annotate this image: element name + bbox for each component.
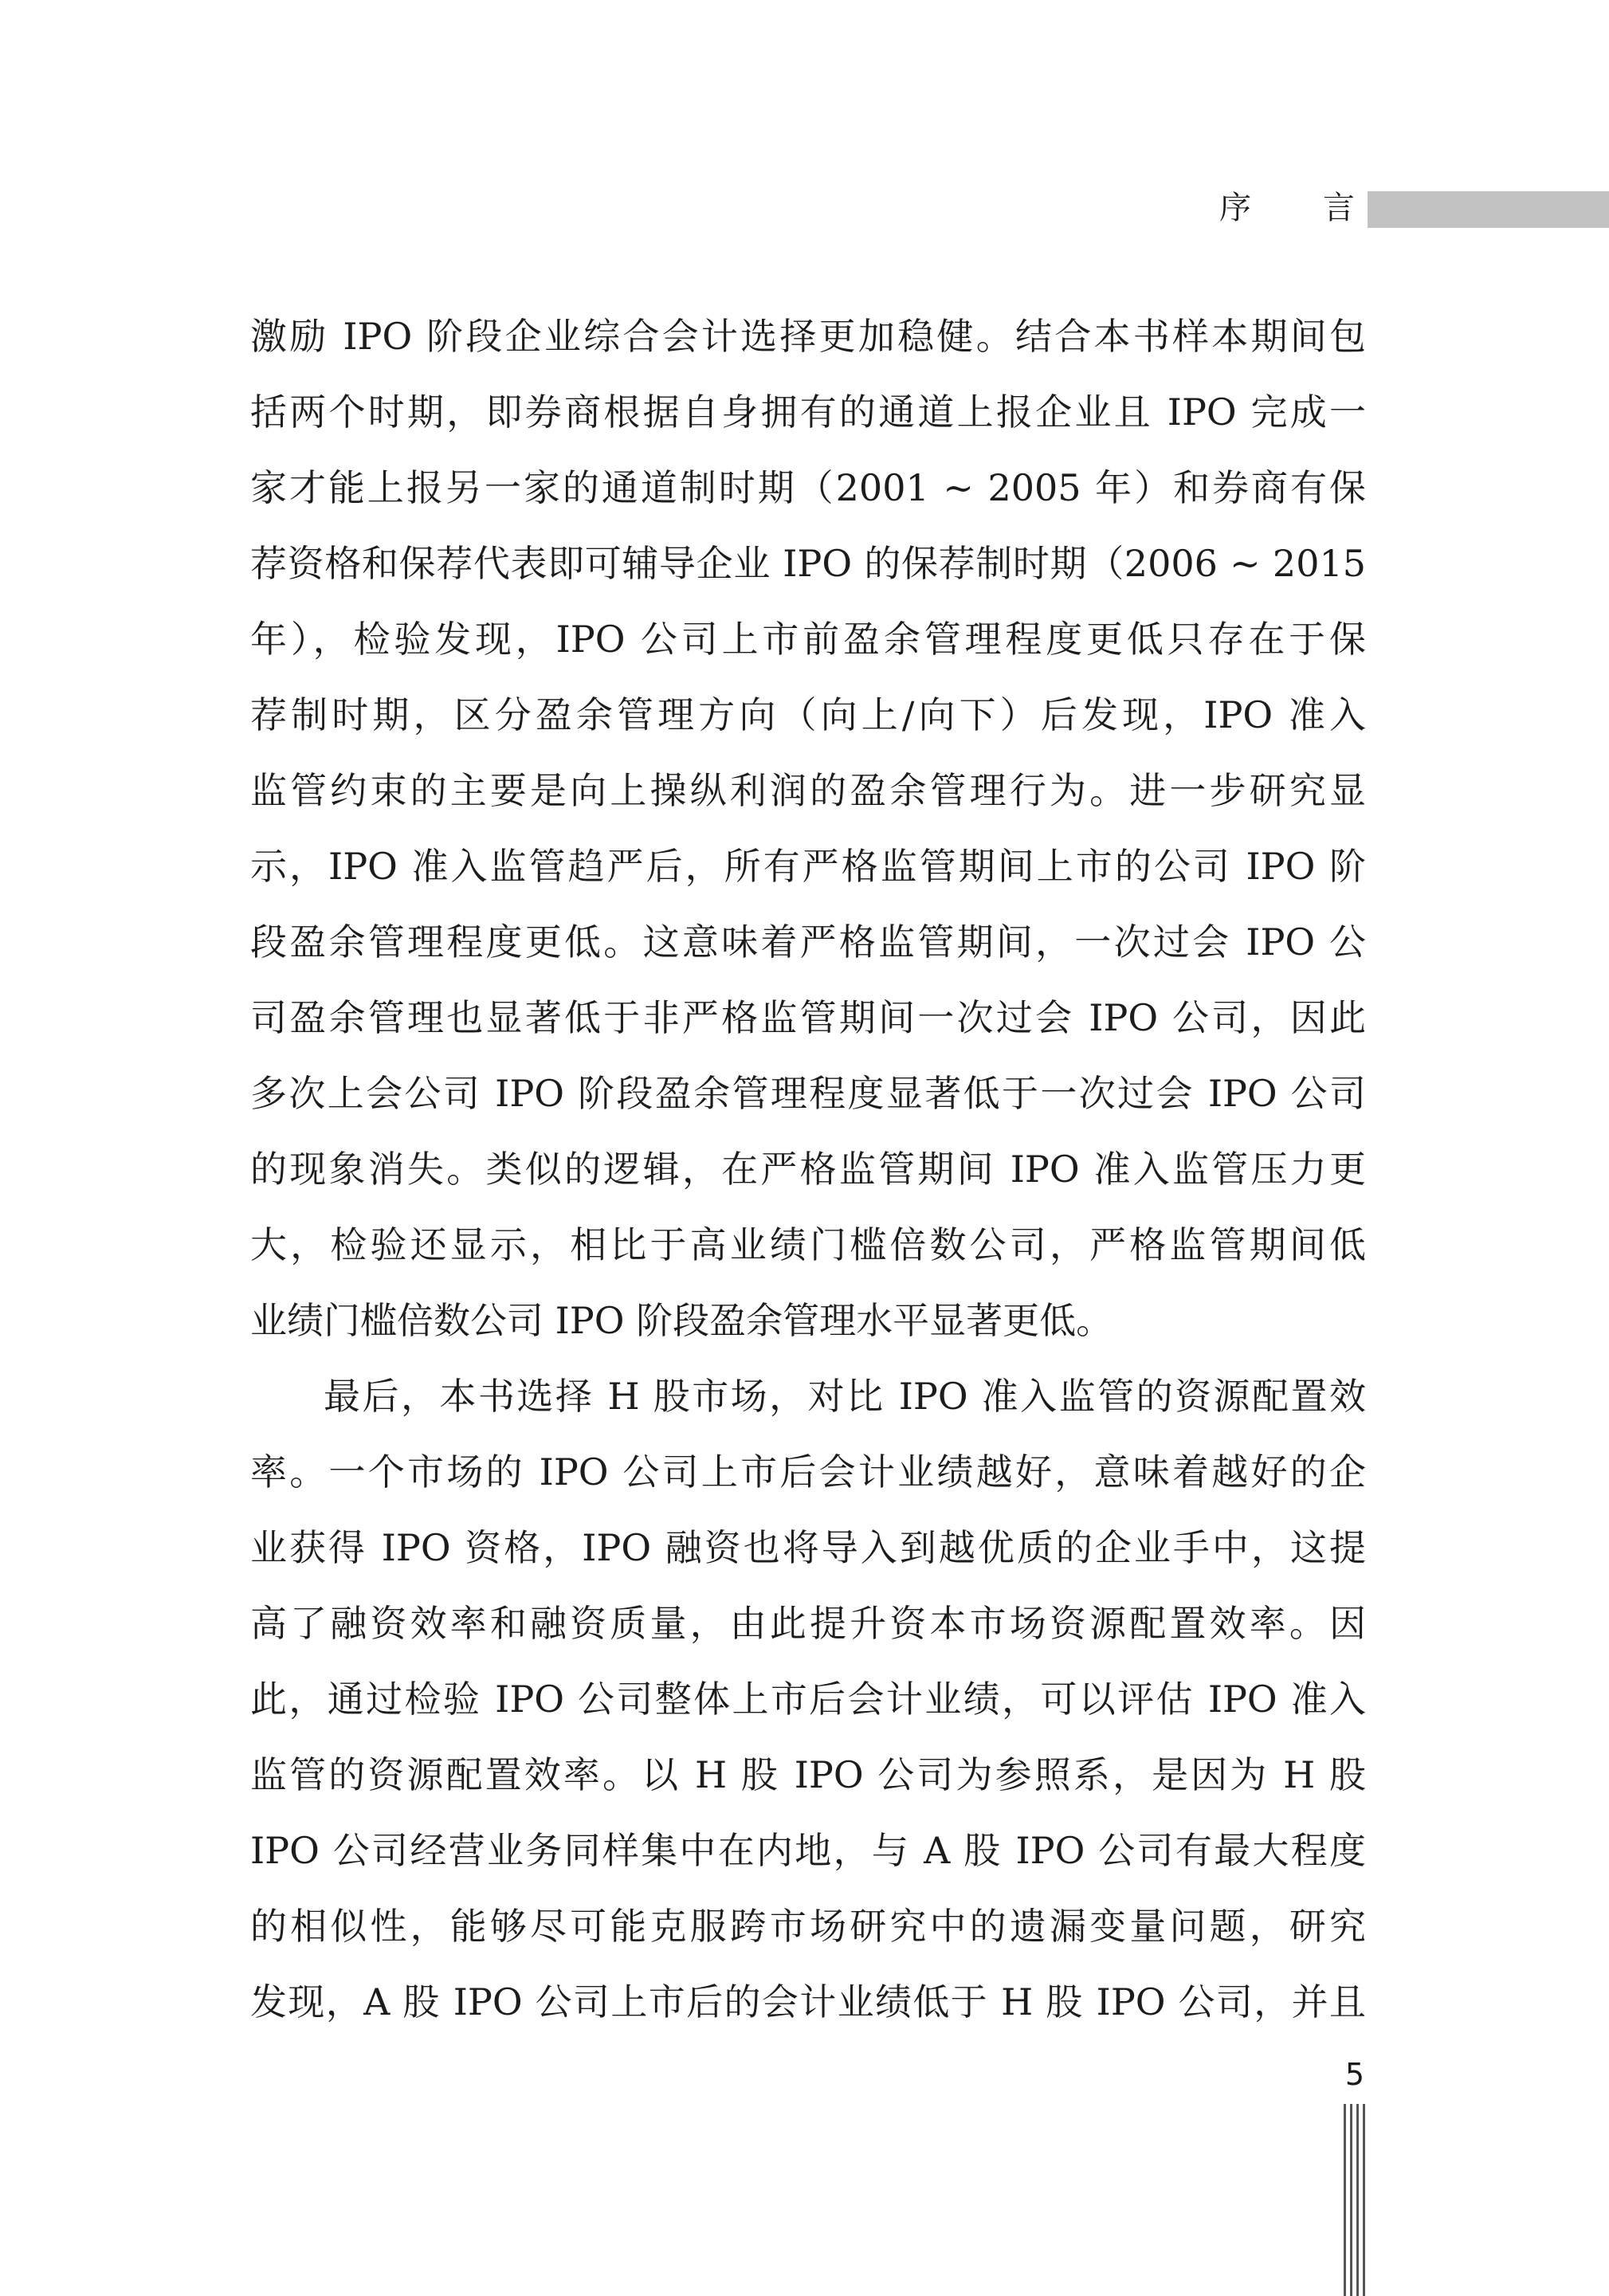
running-header [0, 182, 1609, 234]
text-line: 司盈余管理也显著低于非严格监管期间一次过会 IPO 公司，因此 [250, 996, 1366, 1039]
margin-rule [1344, 2104, 1346, 2296]
chapter-title-char: 序 [1219, 190, 1251, 226]
text-line: 多次上会公司 IPO 阶段盈余管理程度显著低于一次过会 IPO 公司 [250, 1072, 1367, 1115]
text-line: 大，检验还显示，相比于高业绩门槛倍数公司，严格监管期间低 [250, 1223, 1366, 1266]
text-line: 监管约束的主要是向上操纵利润的盈余管理行为。进一步研究显 [250, 769, 1366, 812]
text-line: 荐资格和保荐代表即可辅导企业 IPO 的保荐制时期（2006 ~ 2015 [250, 542, 1366, 585]
text-line-paragraph-start: 最后，本书选择 H 股市场，对比 IPO 准入监管的资源配置效 [324, 1375, 1366, 1418]
text-line: 的相似性，能够尽可能克服跨市场研究中的遗漏变量问题，研究 [250, 1905, 1366, 1948]
text-line: IPO 公司经营业务同样集中在内地，与 A 股 IPO 公司有最大程度 [250, 1829, 1366, 1872]
text-line: 的现象消失。类似的逻辑，在严格监管期间 IPO 准入监管压力更 [250, 1148, 1366, 1191]
margin-rules [1340, 2104, 1372, 2296]
text-line: 荐制时期，区分盈余管理方向（向上/向下）后发现，IPO 准入 [250, 693, 1366, 736]
header-tab-bar [1368, 191, 1609, 228]
page-number: 5 [1344, 2057, 1365, 2092]
text-line: 高了融资效率和融资质量，由此提升资本市场资源配置效率。因 [250, 1602, 1366, 1645]
text-line: 家才能上报另一家的通道制时期（2001 ~ 2005 年）和券商有保 [250, 466, 1366, 509]
body-text [250, 299, 1366, 2040]
text-line: 年），检验发现，IPO 公司上市前盈余管理程度更低只存在于保 [250, 618, 1366, 661]
text-line: 率。一个市场的 IPO 公司上市后会计业绩越好，意味着越好的企 [250, 1450, 1366, 1493]
text-line: 发现，A 股 IPO 公司上市后的会计业绩低于 H 股 IPO 公司，并且 [250, 1980, 1366, 2023]
text-line: 段盈余管理程度更低。这意味着严格监管期间，一次过会 IPO 公 [250, 920, 1366, 964]
text-line: 括两个时期，即券商根据自身拥有的通道上报企业且 IPO 完成一 [250, 391, 1366, 434]
text-line: 监管的资源配置效率。以 H 股 IPO 公司为参照系，是因为 H 股 [250, 1753, 1366, 1796]
text-line: 激励 IPO 阶段企业综合会计选择更加稳健。结合本书样本期间包 [250, 315, 1366, 358]
margin-rule [1356, 2104, 1359, 2296]
text-line: 业获得 IPO 资格，IPO 融资也将导入到越优质的企业手中，这提 [250, 1526, 1366, 1569]
margin-rule [1350, 2104, 1352, 2296]
chapter-title-char: 言 [1323, 190, 1355, 226]
margin-rule [1363, 2104, 1365, 2296]
text-line: 业绩门槛倍数公司 IPO 阶段盈余管理水平显著更低。 [250, 1299, 1113, 1342]
chapter-title [1219, 190, 1355, 226]
text-line: 示，IPO 准入监管趋严后，所有严格监管期间上市的公司 IPO 阶 [250, 845, 1366, 888]
text-line: 此，通过检验 IPO 公司整体上市后会计业绩，可以评估 IPO 准入 [250, 1678, 1367, 1721]
